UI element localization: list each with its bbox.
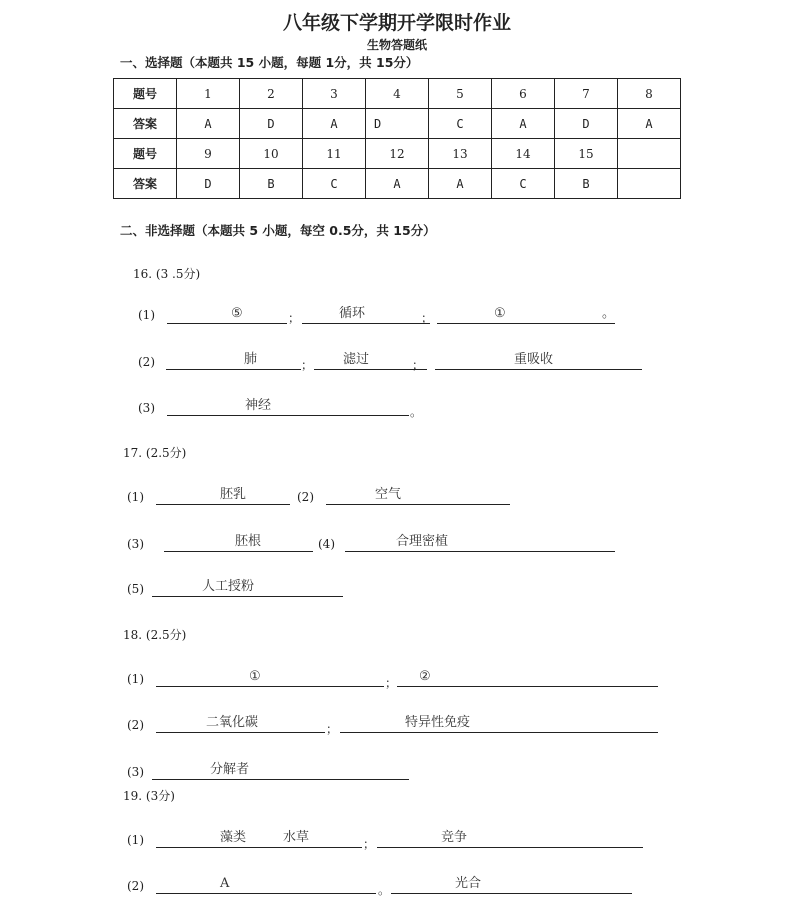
answer-table	[113, 78, 681, 199]
answer-text: ①	[249, 669, 261, 684]
page-subtitle: 生物答题纸	[366, 38, 427, 52]
q19-p2-label: (2)	[127, 879, 144, 893]
table-row	[114, 139, 681, 169]
q17-p4-blank-b[interactable]	[345, 534, 615, 552]
table-cell-number: 3	[303, 79, 366, 109]
row-label-number: 题号	[114, 139, 177, 169]
q16-p3-blank-a[interactable]	[167, 398, 409, 416]
answer-text: 合理密植	[396, 534, 449, 549]
q16-p1-blank-a[interactable]	[167, 306, 287, 324]
table-cell-number: 4	[366, 79, 429, 109]
answer-text: 重吸收	[514, 352, 554, 367]
q18-p3-label: (3)	[127, 765, 144, 779]
table-cell-answer: C	[303, 169, 366, 199]
row-label-answer: 答案	[114, 109, 177, 139]
q18-p2-label: (2)	[127, 718, 144, 732]
table-cell-answer: D	[177, 169, 240, 199]
q16-p1-blank-c[interactable]	[437, 306, 615, 324]
table-row	[114, 169, 681, 199]
table-cell-answer: A	[492, 109, 555, 139]
table-row	[114, 79, 681, 109]
q17-p5-blank-a[interactable]	[152, 579, 343, 597]
table-cell-number: 13	[429, 139, 492, 169]
answer-text: ①	[494, 306, 506, 321]
q19-p2-blank-b[interactable]	[391, 876, 632, 894]
table-cell-number: 10	[240, 139, 303, 169]
table-cell-number: 9	[177, 139, 240, 169]
answer-text: 空气	[375, 487, 402, 502]
table-cell-answer: C	[492, 169, 555, 199]
q18-p2-blank-b[interactable]	[340, 715, 658, 733]
table-cell-number: 11	[303, 139, 366, 169]
separator: 。	[378, 883, 391, 897]
answer-text: 神经	[245, 398, 272, 413]
q17-p2-label: (2)	[297, 490, 314, 504]
q16-p2-blank-c[interactable]	[435, 352, 642, 370]
table-cell-number: 6	[492, 79, 555, 109]
answer-text: 光合	[455, 876, 482, 891]
q17-p3-label: (3)	[127, 537, 144, 551]
table-cell-answer: A	[429, 169, 492, 199]
table-cell-answer: A	[366, 169, 429, 199]
separator: ；	[363, 837, 376, 851]
table-cell-answer: A	[618, 109, 681, 139]
answer-text: 循环	[339, 306, 366, 321]
table-cell-number: 8	[618, 79, 681, 109]
table-cell-answer: C	[429, 109, 492, 139]
table-cell-answer: D	[240, 109, 303, 139]
table-cell-answer: A	[303, 109, 366, 139]
separator: ；	[301, 358, 314, 372]
table-cell-answer: B	[555, 169, 618, 199]
row-label-answer: 答案	[114, 169, 177, 199]
answer-text: 二氧化碳	[206, 715, 259, 730]
answer-text: 竞争	[441, 830, 468, 845]
table-cell-number: 1	[177, 79, 240, 109]
separator: ；	[288, 311, 301, 325]
table-cell-answer: A	[177, 109, 240, 139]
q18-p3-blank-a[interactable]	[152, 762, 409, 780]
period: 。	[602, 306, 616, 321]
q18-p1-blank-b[interactable]	[397, 669, 658, 687]
separator: ；	[412, 358, 425, 372]
table-cell-answer: D	[555, 109, 618, 139]
q17-p4-label: (4)	[318, 537, 335, 551]
table-row	[114, 109, 681, 139]
separator: ；	[385, 676, 398, 690]
section1-heading: 一、选择题（本题共 15 小题，每题 1分，共 15分）	[120, 55, 419, 70]
q18-p2-blank-a[interactable]	[156, 715, 325, 733]
section2-heading: 二、非选择题（本题共 5 小题，每空 0.5分，共 15分）	[120, 223, 436, 238]
q17-title: 17. (2.5分)	[123, 446, 187, 460]
table-cell-answer: B	[240, 169, 303, 199]
q19-title: 19. (3分)	[123, 789, 175, 803]
table-cell-number: 12	[366, 139, 429, 169]
q19-p1-blank-b[interactable]	[377, 830, 643, 848]
table-cell-number: 5	[429, 79, 492, 109]
q16-p2-blank-b[interactable]	[314, 352, 427, 370]
q16-p2-label: (2)	[138, 355, 155, 369]
row-label-number: 题号	[114, 79, 177, 109]
separator: ；	[421, 311, 434, 325]
q16-p1-label: (1)	[138, 308, 155, 322]
table-cell-number: 15	[555, 139, 618, 169]
answer-text: 滤过	[343, 352, 370, 367]
answer-text: 胚根	[235, 534, 262, 549]
q18-title: 18. (2.5分)	[123, 628, 187, 642]
answer-text: ②	[419, 669, 431, 684]
table-cell-number: 2	[240, 79, 303, 109]
answer-text: 藻类	[220, 830, 247, 845]
answer-text: 人工授粉	[202, 579, 255, 594]
q19-p1-blank-a[interactable]	[156, 830, 362, 848]
period: 。	[410, 405, 423, 419]
q17-p2-blank-b[interactable]	[326, 487, 510, 505]
table-cell-number: 7	[555, 79, 618, 109]
answer-text: 水草	[283, 830, 310, 845]
q18-p1-blank-a[interactable]	[156, 669, 384, 687]
q16-p1-blank-b[interactable]	[302, 306, 430, 324]
table-cell-number	[618, 139, 681, 169]
answer-text: 胚乳	[220, 487, 247, 502]
q19-p2-blank-a[interactable]	[156, 876, 376, 894]
page-title: 八年级下学期开学限时作业	[282, 12, 511, 34]
q19-p1-label: (1)	[127, 833, 144, 847]
q17-p1-label: (1)	[127, 490, 144, 504]
answer-text: A	[220, 876, 230, 891]
table-cell-answer: D	[366, 109, 429, 139]
table-cell-number: 14	[492, 139, 555, 169]
answer-text: 肺	[244, 352, 258, 367]
table-cell-answer	[618, 169, 681, 199]
answer-text: 分解者	[210, 762, 250, 777]
separator: ；	[326, 722, 339, 736]
q16-p2-blank-a[interactable]	[166, 352, 301, 370]
q18-p1-label: (1)	[127, 672, 144, 686]
answer-text: 特异性免疫	[405, 715, 471, 730]
q16-title: 16. (3 .5分)	[133, 267, 201, 281]
answer-text: ⑤	[231, 306, 243, 321]
q17-p1-blank-a[interactable]	[156, 487, 290, 505]
q17-p5-label: (5)	[127, 582, 144, 596]
q16-p3-label: (3)	[138, 401, 155, 415]
q17-p3-blank-a[interactable]	[164, 534, 313, 552]
